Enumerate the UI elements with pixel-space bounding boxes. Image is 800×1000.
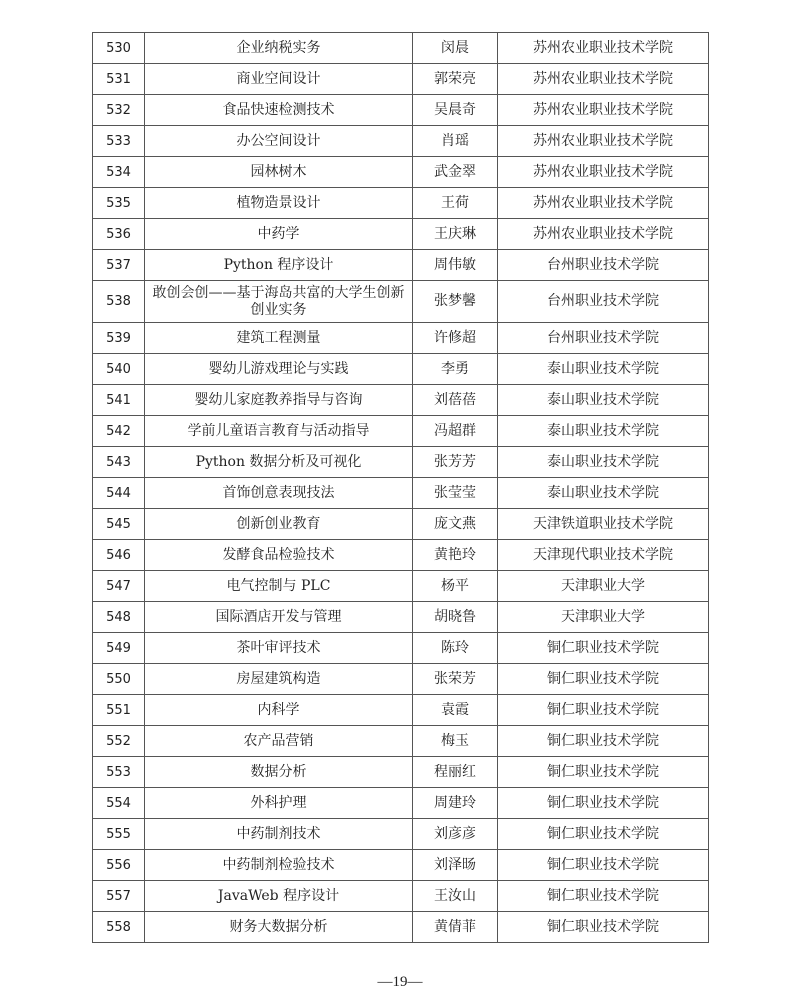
teacher-name: 王荷 [413,188,498,219]
school-name: 铜仁职业技术学院 [498,912,709,943]
school-name: 天津铁道职业技术学院 [498,509,709,540]
teacher-name: 庞文燕 [413,509,498,540]
table-row [93,126,709,157]
school-name: 泰山职业技术学院 [498,354,709,385]
school-name: 铜仁职业技术学院 [498,633,709,664]
row-number: 530 [93,33,145,64]
row-number: 549 [93,633,145,664]
school-name: 铜仁职业技术学院 [498,757,709,788]
teacher-name: 杨平 [413,571,498,602]
row-number: 542 [93,416,145,447]
course-name: 外科护理 [145,788,413,819]
school-name: 苏州农业职业技术学院 [498,126,709,157]
row-number: 533 [93,126,145,157]
table-row [93,64,709,95]
school-name: 铜仁职业技术学院 [498,850,709,881]
table-row [93,912,709,943]
row-number: 555 [93,819,145,850]
course-name: 办公空间设计 [145,126,413,157]
school-name: 铜仁职业技术学院 [498,881,709,912]
school-name: 泰山职业技术学院 [498,478,709,509]
course-name: 敢创会创——基于海岛共富的大学生创新创业实务 [145,281,413,323]
teacher-name: 许修超 [413,323,498,354]
row-number: 536 [93,219,145,250]
teacher-name: 王庆琳 [413,219,498,250]
school-name: 泰山职业技术学院 [498,447,709,478]
row-number: 543 [93,447,145,478]
table-row [93,695,709,726]
table-row [93,447,709,478]
course-name: 婴幼儿家庭教养指导与咨询 [145,385,413,416]
row-number: 538 [93,281,145,323]
school-name: 铜仁职业技术学院 [498,726,709,757]
course-name: Python 程序设计 [145,250,413,281]
table-row [93,509,709,540]
teacher-name: 梅玉 [413,726,498,757]
course-name: 商业空间设计 [145,64,413,95]
table-row [93,633,709,664]
table-row [93,354,709,385]
course-name: 企业纳税实务 [145,33,413,64]
teacher-name: 吴晨奇 [413,95,498,126]
teacher-name: 武金翠 [413,157,498,188]
row-number: 540 [93,354,145,385]
course-name: 中药制剂技术 [145,819,413,850]
course-name: 农产品营销 [145,726,413,757]
table-row [93,33,709,64]
school-name: 台州职业技术学院 [498,323,709,354]
teacher-name: 陈玲 [413,633,498,664]
school-name: 苏州农业职业技术学院 [498,33,709,64]
course-table [92,32,709,943]
row-number: 531 [93,64,145,95]
table-row [93,323,709,354]
table-row [93,250,709,281]
course-name: 中药制剂检验技术 [145,850,413,881]
teacher-name: 闵晨 [413,33,498,64]
row-number: 548 [93,602,145,633]
row-number: 554 [93,788,145,819]
teacher-name: 李勇 [413,354,498,385]
table-row [93,219,709,250]
course-name: 数据分析 [145,757,413,788]
school-name: 铜仁职业技术学院 [498,695,709,726]
row-number: 550 [93,664,145,695]
course-name: 房屋建筑构造 [145,664,413,695]
teacher-name: 刘蓓蓓 [413,385,498,416]
course-name: 茶叶审评技术 [145,633,413,664]
row-number: 541 [93,385,145,416]
table-row [93,757,709,788]
school-name: 天津职业大学 [498,571,709,602]
table-row [93,157,709,188]
page-number: —19— [377,974,423,990]
teacher-name: 黄艳玲 [413,540,498,571]
course-name: 婴幼儿游戏理论与实践 [145,354,413,385]
school-name: 铜仁职业技术学院 [498,788,709,819]
teacher-name: 冯超群 [413,416,498,447]
table-row [93,850,709,881]
table-row [93,602,709,633]
table-row [93,726,709,757]
row-number: 546 [93,540,145,571]
course-name: Python 数据分析及可视化 [145,447,413,478]
school-name: 苏州农业职业技术学院 [498,64,709,95]
row-number: 553 [93,757,145,788]
teacher-name: 胡晓鲁 [413,602,498,633]
teacher-name: 郭荣亮 [413,64,498,95]
table-row [93,881,709,912]
teacher-name: 周伟敏 [413,250,498,281]
table-row [93,540,709,571]
school-name: 铜仁职业技术学院 [498,819,709,850]
table-row [93,478,709,509]
course-name: 财务大数据分析 [145,912,413,943]
row-number: 558 [93,912,145,943]
course-name: 学前儿童语言教育与活动指导 [145,416,413,447]
school-name: 苏州农业职业技术学院 [498,157,709,188]
table-row [93,281,709,323]
school-name: 苏州农业职业技术学院 [498,188,709,219]
course-table-body [93,33,709,943]
course-name: 内科学 [145,695,413,726]
row-number: 545 [93,509,145,540]
table-row [93,385,709,416]
teacher-name: 张荣芳 [413,664,498,695]
row-number: 551 [93,695,145,726]
row-number: 532 [93,95,145,126]
teacher-name: 张芳芳 [413,447,498,478]
course-name: 国际酒店开发与管理 [145,602,413,633]
course-name: 建筑工程测量 [145,323,413,354]
course-name: 植物造景设计 [145,188,413,219]
teacher-name: 黄倩菲 [413,912,498,943]
course-name: 电气控制与 PLC [145,571,413,602]
teacher-name: 张梦馨 [413,281,498,323]
course-name: 中药学 [145,219,413,250]
school-name: 台州职业技术学院 [498,281,709,323]
teacher-name: 王汝山 [413,881,498,912]
teacher-name: 程丽红 [413,757,498,788]
table-row [93,95,709,126]
course-name: 首饰创意表现技法 [145,478,413,509]
school-name: 苏州农业职业技术学院 [498,95,709,126]
school-name: 天津职业大学 [498,602,709,633]
school-name: 泰山职业技术学院 [498,416,709,447]
school-name: 苏州农业职业技术学院 [498,219,709,250]
teacher-name: 刘泽旸 [413,850,498,881]
course-name: 发酵食品检验技术 [145,540,413,571]
teacher-name: 张莹莹 [413,478,498,509]
teacher-name: 袁霞 [413,695,498,726]
teacher-name: 周建玲 [413,788,498,819]
table-row [93,571,709,602]
teacher-name: 肖瑶 [413,126,498,157]
row-number: 556 [93,850,145,881]
row-number: 547 [93,571,145,602]
school-name: 台州职业技术学院 [498,250,709,281]
table-row [93,416,709,447]
teacher-name: 刘彦彦 [413,819,498,850]
course-name: 创新创业教育 [145,509,413,540]
course-name: 园林树木 [145,157,413,188]
course-name: 食品快速检测技术 [145,95,413,126]
row-number: 552 [93,726,145,757]
table-row [93,819,709,850]
school-name: 泰山职业技术学院 [498,385,709,416]
table-row [93,788,709,819]
course-name: JavaWeb 程序设计 [145,881,413,912]
school-name: 铜仁职业技术学院 [498,664,709,695]
row-number: 537 [93,250,145,281]
row-number: 539 [93,323,145,354]
school-name: 天津现代职业技术学院 [498,540,709,571]
table-row [93,188,709,219]
row-number: 534 [93,157,145,188]
row-number: 544 [93,478,145,509]
course-list-sheet [92,32,708,943]
table-row [93,664,709,695]
row-number: 557 [93,881,145,912]
row-number: 535 [93,188,145,219]
